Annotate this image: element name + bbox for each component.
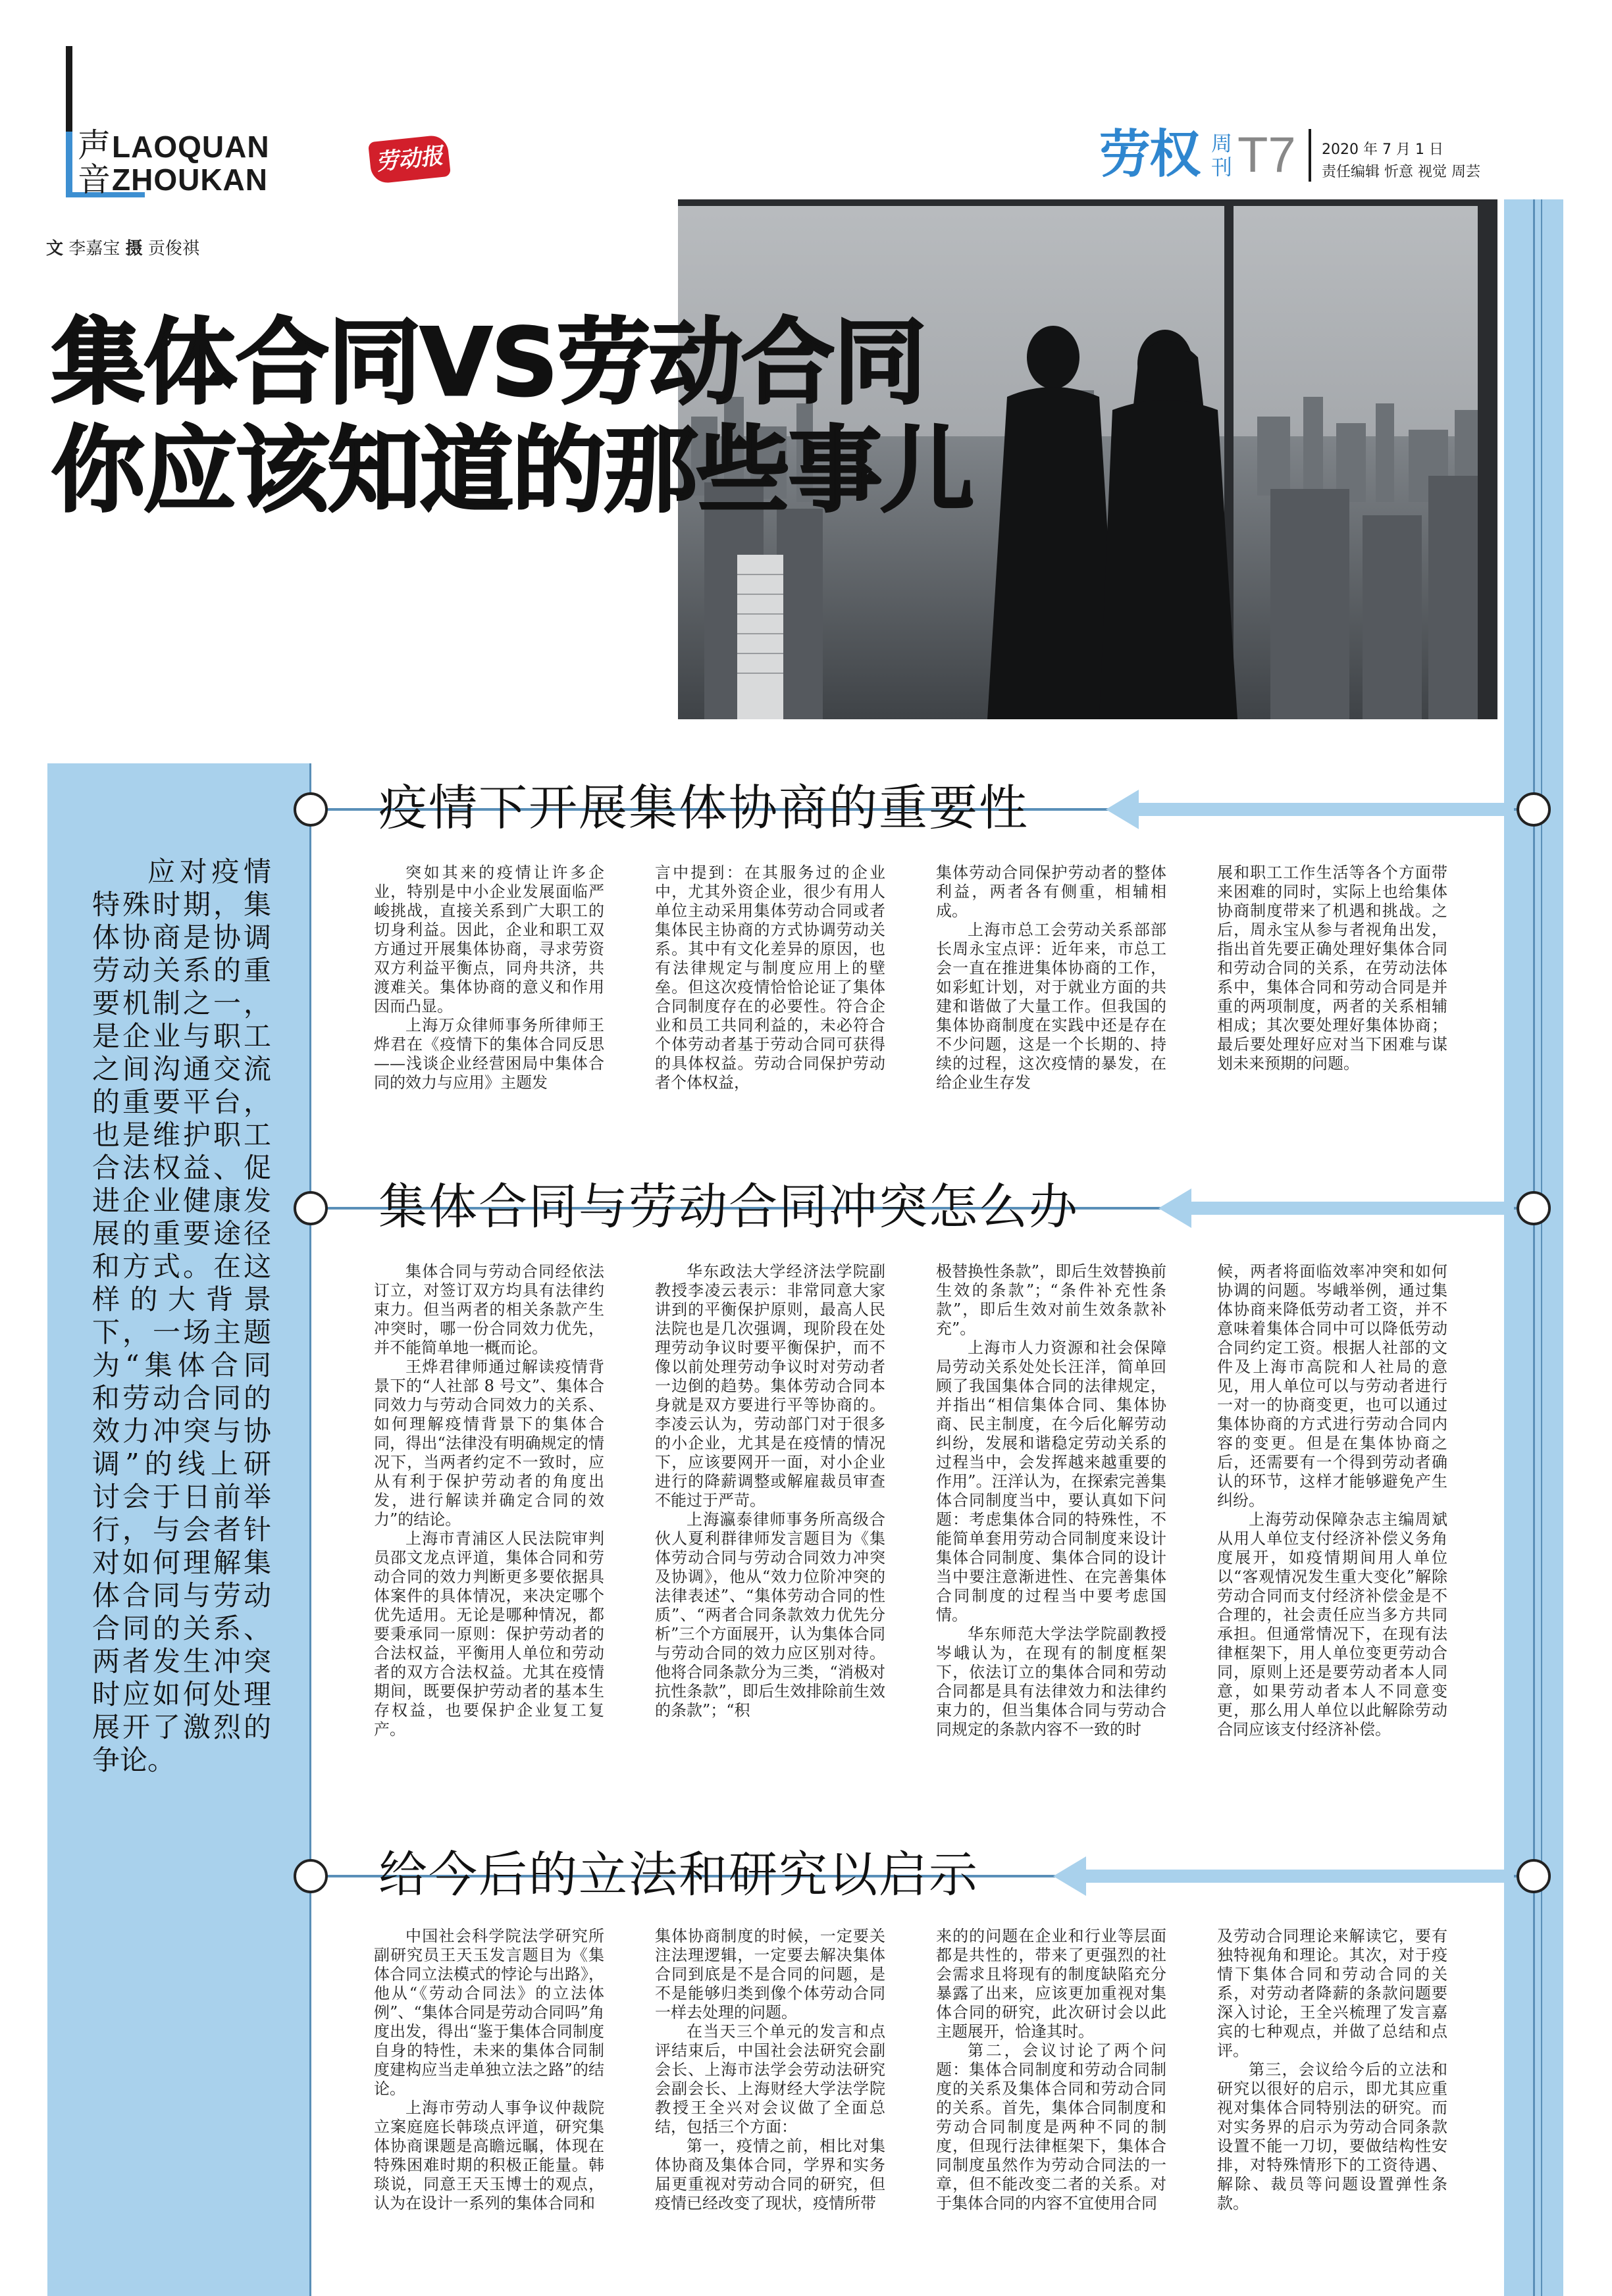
paragraph: 极替换性条款”，即后生效替换前生效的条款”；“条件补充性条款”，即后生效对前生效条款补充”。 — [936, 1262, 1166, 1338]
paragraph: 上海瀛泰律师事务所高级合伙人夏利群律师发言题目为《集体劳动合同与劳动合同效力冲突及协调》，他从“效力位阶冲突的法律表述”、“集体劳动合同的性质”、“两者合同条款效力优先分析”三个方面展开，认为集体合同与劳动合同的效力应区别对待。他将合同条款分为三类，“消极对抗性条款”，即后生效排除前生效的条款”；“积 — [655, 1510, 885, 1720]
article-column — [374, 1262, 604, 1739]
paragraph: 上海市青浦区人民法院审判员邵文龙点评道，集体合同和劳动合同的效力判断更多要依据具体案件的具体情况，来决定哪个优先适用。无论是哪种情况，都要秉承同一原则：保护劳动者的合法权益，平衡用人单位和劳动者的双方合法权益。尤其在疫情期间，既要保护劳动者的基本生存权益，也要保护企业复工复产。 — [374, 1529, 604, 1739]
section-marker-left — [294, 1859, 328, 1893]
byline-photo-label: 摄 — [125, 239, 143, 259]
paragraph: 第二，会议讨论了两个问题：集体合同制度和劳动合同制度的关系及集体合同和劳动合同的关系。首先，集体合同制度和劳动合同制度是两种不同的制度，但现行法律框架下，集体合同制度虽然作为劳动合同法的一章，但不能改变二者的关系。对于集体合同的内容不宜使用合同 — [936, 2041, 1166, 2212]
section-title: 给今后的立法和研究以启示 — [378, 1847, 979, 1903]
paragraph: 上海劳动保障杂志主编周斌从用人单位支付经济补偿义务角度展开，如疫情期间用人单位以“客观情况发生重大变化”解除劳动合同而支付经济补偿金是不合理的，社会责任应当多方共同承担。但通常情况下，在现有法律框架下，用人单位变更劳动合同，原则上还是要劳动者本人同意，如果劳动者本人不同意变更，那么用人单位以此解除劳动合同应该支付经济补偿。 — [1217, 1510, 1447, 1739]
sidebar-divider — [309, 763, 311, 2296]
paragraph: 上海市总工会劳动关系部部长周永宝点评：近年来，市总工会一直在推进集体协商的工作，如彩虹计划，对于就业方面的共建和谐做了大量工作。但我国的集体协商制度在实践中还是存在不少问题，这是一个长期的、持续的过程，这次疫情的暴发，在给企业生存发 — [936, 921, 1166, 1092]
paragraph: 上海市人力资源和社会保障局劳动关系处处长汪洋，简单回顾了我国集体合同的法律规定，并指出“相信集体合同、集体协商、民主制度，在今后化解劳动纠纷，发展和谐稳定劳动关系的过程当中，会发挥越来越重要的作用”。汪洋认为，在探索完善集体合同制度当中，要认真如下问题：考虑集体合同的特殊性，不能简单套用劳动合同制度来设计集体合同制度、集体合同的设计当中要注意渐进性、在完善集体合同制度的过程当中要考虑国情。 — [936, 1339, 1166, 1624]
article-column — [374, 1927, 604, 2213]
paragraph: 第三，会议给今后的立法和研究以很好的启示，即尤其应重视对集体合同特别法的研究。而对实务界的启示为劳动合同条款设置不能一刀切，要做结构性安排，对特殊情形下的工资待遇、解除、裁员等问题设置弹性条款。 — [1217, 2060, 1447, 2212]
byline-author: 李嘉宝 — [68, 239, 120, 259]
paragraph: 华东政法大学经济法学院副教授李凌云表示：非常同意大家讲到的平衡保护原则，最高人民法院也是几次强调，现阶段在处理劳动争议时要平衡保护，而不像以前处理劳动争议时对劳动者一边倒的趋势。集体劳动合同本身就是双方要进行平等协商的。李凌云认为，劳动部门对于很多的小企业，尤其是在疫情的情况下，应该要网开一面，对小企业进行的降薪调整或解雇裁员审查不能过于严苛。 — [655, 1262, 885, 1510]
paragraph: 华东师范大学法学院副教授岑峨认为，在现有的制度框架下，依法订立的集体合同和劳动合同都是具有法律效力和法律约束力的，但当集体合同与劳动合同规定的条款内容不一致的时 — [936, 1625, 1166, 1739]
section-title: 集体合同与劳动合同冲突怎么办 — [378, 1179, 1079, 1235]
paragraph: 第一，疫情之前，相比对集体协商及集体合同，学界和实务届更重视对劳动合同的研究，但疫情已经改变了现状，疫情所带 — [655, 2137, 885, 2212]
article-column — [1217, 1927, 1447, 2213]
section-marker-left — [294, 1191, 328, 1225]
section-label-en — [112, 130, 270, 196]
section-marker-right — [1517, 1191, 1551, 1225]
headline-line-1: 集体合同VS劳动合同 — [51, 309, 926, 417]
section-label-en-line1: LAOQUAN — [112, 130, 270, 164]
byline — [46, 238, 199, 259]
masthead-divider — [1309, 129, 1311, 182]
byline-photographer: 贡俊祺 — [147, 239, 199, 259]
paragraph: 集体劳动合同保护劳动者的整体利益，两者各有侧重，相辅相成。 — [936, 863, 1166, 920]
article-column — [655, 1262, 885, 1720]
paragraph: 突如其来的疫情让许多企业，特别是中小企业发展面临严峻挑战，直接关系到广大职工的切身利益。因此，企业和职工双方通过开展集体协商，寻求劳资双方利益平衡点，同舟共济，共渡难关。集体协商的意义和作用因而凸显。 — [374, 863, 604, 1015]
article-column — [655, 863, 885, 1092]
page-number: T7 — [1237, 127, 1296, 183]
section-label-en-line2: ZHOUKAN — [112, 163, 268, 197]
paragraph: 上海万众律师事务所律师王烨君在《疫情下的集体合同反思——浅谈企业经营困局中集体合同的效力与应用》主题发 — [374, 1016, 604, 1092]
arrow-left-icon — [1158, 1185, 1514, 1231]
article-column — [1217, 863, 1447, 1073]
paragraph: 来的的问题在企业和行业等层面都是共性的，带来了更强烈的社会需求且将现有的制度缺陷充分暴露了出来，应该更加重视对集体合同的研究，此次研讨会以此主题展开，恰逢其时。 — [936, 1927, 1166, 2041]
paragraph: 集体协商制度的时候，一定要关注法理逻辑，一定要去解决集体合同到底是不是合同的问题，是不是能够归类到像个体劳动合同一样去处理的问题。 — [655, 1927, 885, 2022]
article-column — [655, 1927, 885, 2213]
issue-date: 2020 年 7 月 1 日 — [1322, 141, 1443, 158]
article-column — [936, 863, 1166, 1092]
article-column — [936, 1262, 1166, 1739]
section-marker-left — [294, 792, 328, 827]
byline-text-label: 文 — [46, 239, 64, 259]
section-label-cn: 声音 — [78, 126, 111, 199]
masthead-right — [1099, 125, 1573, 191]
paragraph: 在当天三个单元的发言和点评结束后，中国社会法研究会副会长、上海市法学会劳动法研究会副会长、上海财经大学法学院教授王全兴对会议做了全面总结，包括三个方面： — [655, 2022, 885, 2136]
article-column — [374, 863, 604, 1092]
right-decorative-band — [1504, 199, 1563, 2296]
intro-text: 应对疫情特殊时期，集体协商是协调劳动关系的重要机制之一，是企业与职工之间沟通交流的重要平台，也是维护职工合法权益、促进企业健康发展的重要途径和方式。在这样的大背景下，一场主题为“集体合同和劳动合同的效力冲突与协调”的线上研讨会于日前举行，与会者针对如何理解集体合同与劳动合同的关系、两者发生冲突时应如何处理展开了激烈的争论。 — [92, 855, 271, 1776]
right-band-line — [1541, 199, 1542, 2296]
paragraph: 中国社会科学院法学研究所副研究员王天玉发言题目为《集体合同立法模式的悖论与出路》，他从“《劳动合同法》的立法体例”、“集体合同是劳动合同吗”角度出发，得出“鉴于集体合同制度自身的特性，未来的集体合同制度建构应当走单独立法之路”的结论。 — [374, 1927, 604, 2098]
headline-line-2: 你应该知道的那些事儿 — [51, 417, 973, 525]
right-band-line — [1533, 199, 1535, 2296]
paper-suffix: 周刊 — [1211, 131, 1233, 180]
paragraph: 及劳动合同理论来解读它，要有独特视角和理论。其次，对于疫情下集体合同和劳动合同的关系，对劳动者降薪的条款问题要深入讨论，王全兴梳理了发言嘉宾的七种观点，并做了总结和点评。 — [1217, 1927, 1447, 2060]
section-marker-right — [1517, 792, 1551, 827]
section-marker-right — [1517, 1859, 1551, 1893]
paper-name: 劳权 — [1099, 125, 1200, 184]
paragraph: 王烨君律师通过解读疫情背景下的“人社部 8 号文”、集体合同效力与劳动合同效力的关系、如何理解疫情背景下的集体合同，得出“法律没有明确规定的情况下，当两者约定不一致时，应从有利于保护劳动者的角度出发，进行解读并确定合同的效力”的结论。 — [374, 1358, 604, 1529]
arrow-left-icon — [1106, 786, 1514, 832]
masthead-left — [66, 46, 444, 204]
section-title: 疫情下开展集体协商的重要性 — [378, 780, 1029, 836]
paragraph: 候，两者将面临效率冲突和如何协调的问题。岑峨举例，通过集体协商来降低劳动者工资，并不意味着集体合同中可以降低劳动合同约定工资。根据人社部的文件及上海市高院和人社局的意见，用人单位可以与劳动者进行一对一的协商变更，也可以通过集体协商的方式进行劳动合同内容的变更。但是在集体协商之后，还需要有一个得到劳动者确认的环节，这样才能够避免产生纠纷。 — [1217, 1262, 1447, 1510]
paragraph: 言中提到：在其服务过的企业中，尤其外资企业，很少有用人单位主动采用集体劳动合同或者集体民主协商的方式协调劳动关系。其中有文化差异的原因，也有法律规定与制度应用上的壁垒。但这次疫情恰恰论证了集体合同制度存在的必要性。符合企业和员工共同利益的，未必符合个体劳动者基于劳动合同可获得的具体权益。劳动合同保护劳动者个体权益， — [655, 863, 885, 1092]
masthead-accent-bar — [66, 132, 72, 197]
editor-credits: 责任编辑 忻意 视觉 周芸 — [1322, 164, 1480, 180]
article-column — [1217, 1262, 1447, 1739]
paragraph: 集体合同与劳动合同经依法订立，对签订双方均具有法律约束力。但当两者的相关条款产生冲突时，哪一份合同效力优先，并不能简单地一概而论。 — [374, 1262, 604, 1357]
paragraph: 展和职工工作生活等各个方面带来困难的同时，实际上也给集体协商制度带来了机遇和挑战。之后，周永宝从参与者视角出发，指出首先要正确处理好集体合同和劳动合同的关系，在劳动法体系中，集体合同和劳动合同是并重的两项制度，两者的关系相辅相成；其次要处理好集体协商；最后要处理好应对当下困难与谋划未来预期的问题。 — [1217, 863, 1447, 1073]
page-headline — [51, 309, 973, 525]
article-column — [936, 1927, 1166, 2213]
paragraph: 上海市劳动人事争议仲裁院立案庭庭长韩琰点评道，研究集体协商课题是高瞻远瞩，体现在特殊困难时期的积极正能量。韩琰说，同意王天玉博士的观点，认为在设计一系列的集体合同和 — [374, 2099, 604, 2212]
arrow-left-icon — [1053, 1853, 1514, 1899]
newspaper-stamp-logo: 劳动报 — [368, 134, 451, 184]
